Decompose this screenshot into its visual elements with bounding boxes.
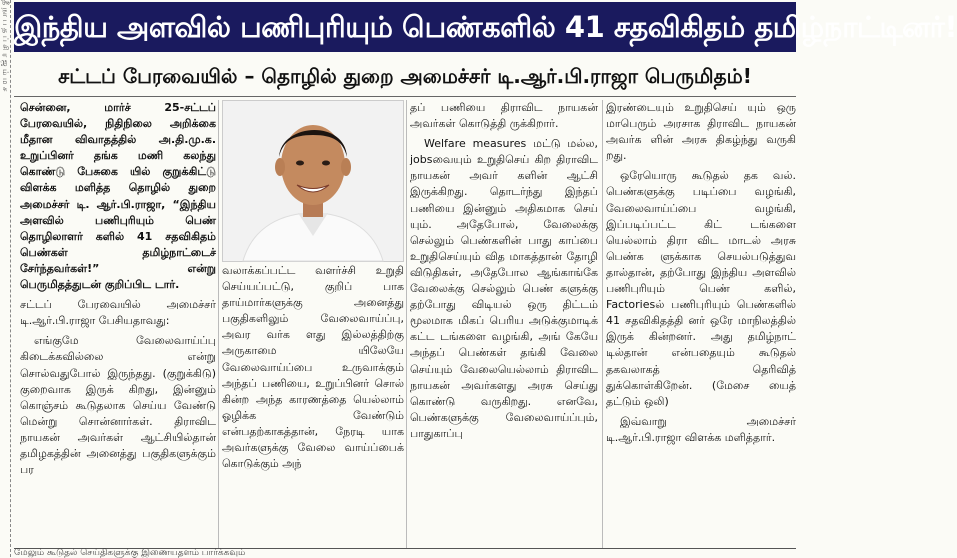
article-lead: சென்னை, மார்ச் 25-சட்டப் பேரவையில், நிதிநிலை அறிக்கை மீதான விவாதத்தில் அ.தி.மு.க. உறுப்பினர் தங்க மணி கலந்து கொண்டு பேசுகை யில் குறுக்கிட்டு விளக்க மளித்த தொழில் துறை அமைச்சர் டி. ஆர்.பி.ராஜா, “இந்திய அளவில் பணிபுரியும் பெண் தொழிலாளர் களில் 41 சதவிகிதம் பெண்கள் தமிழ்நாட்டைச் சேர்ந்தவர்கள்!” என்று பெருமிதத்துடன் குறிப்பிட டார். [20, 101, 216, 292]
subheadline: சட்டப் பேரவையில் – தொழில் துறை அமைச்சர் டி.ஆர்.பி.ராஜா பெருமிதம்! [58, 64, 752, 88]
article-paragraph: ஒரேயொரு கூடுதல் தக வல். பெண்களுக்கு படிப்பை வழங்கி, வேலைவாய்ப்பை வழங்கி, இப்படிப்பட்ட கிட் டங்களை யெல்லாம் திரா விட மாடல் அரசு பெண்க ளுக்காக செயல்படுத்துவ தால்தான், தற்போது இந்திய அளவில் பணிபுரியும் பெண் களில், Factoriesல் பணிபுரியும் பெண்களில் 41 சதவிகிதத்தி னர் ஒரே மாநிலத்தில் இருக் கின்றனர். அது தமிழ்நாட் டில்தான் என்பதையும் கூடுதல் தகவலாகத் தெரிவித் துக்கொள்கிறேன். (மேசை யைத் தட்டும் ஒலி) [606, 169, 796, 408]
article-paragraph: எங்குமே வேலைவாய்ப்பு கிடைக்கவில்லை என்று சொல்வதுபோல் இருந்தது. (குறுக்கிடு) குறைவாக இருக் கிறது, இன்னும் கொஞ்சம் கூடுதலாக செய்ய வேண்டு மென்று சொன்னார்கள். திராவிட நாயகன் அவர்கள் ஆட்சியில்தான் தமிழகத்தின் அனைத்து பகுதிகளுக்கும் பர [20, 334, 216, 477]
article-paragraph: தப் பணியை திராவிட நாயகன் அவர்கள் கொடுத்தி ருக்கிறார். [410, 101, 598, 131]
article-paragraph: சட்டப் பேரவையில் அமைச்சர் டி.ஆர்.பி.ராஜா பேசியதாவது: [20, 298, 216, 328]
article-column-4 [606, 100, 796, 550]
article-column-1 [20, 100, 216, 550]
divider [14, 96, 796, 97]
headline: இந்திய அளவில் பணிபுரியும் பெண்களில் 41 சதவிகிதம் தமிழ்நாட்டினர்! [14, 2, 796, 52]
article-column-3 [410, 100, 598, 550]
article-paragraph: இவ்வாறு அமைச்சர் டி.ஆர்.பி.ராஜா விளக்க மளித்தார். [606, 414, 796, 444]
page-margin-strip: தீ நா ப த ப் சி ர ஜ ம் ம ச [0, 0, 11, 557]
article-paragraph: இரண்டையும் உறுதிசெய் யும் ஒரு மாபெரும் அரசாக திராவிட நாயகன் அவர்க ளின் அரசு திகழ்ந்து வருகி றது. [606, 101, 796, 163]
article-paragraph: Welfare measures மட்டு மல்ல, jobsவையும் உறுதிசெய் கிற திராவிட நாயகன் அவர் களின் ஆட்சி இருக்கிறது. தொடர்ந்து இந்தப் பணியை இன்னும் அதிகமாக செய் யும். அதேபோல், வேலைக்கு செல்லும் பெண்களின் பாது காப்பை உறுதிசெய்யும் வித மாகத்தான் தோழி விடுதிகள், அதேபோல ஆங்காங்கே வேலைக்கு செல்லும் பெண் களுக்கு தற்போது விடியல் ஒரு திட்டம் மூலமாக மிகப் பெரிய அடுக்குமாடிக் கட்ட டங்களை வழங்கி, அங் கேயே அந்தப் பெண்கள் தங்கி வேலை செய்யும் வேலையெல்லாம் திராவிட நாயகன் அவர்களது அரசு செய்து கொண்டு வருகிறது. எனவே, பெண்களுக்கு வேலைவாய்ப்பும், பாதுகாப்பு [410, 137, 598, 440]
column-divider [406, 100, 407, 548]
next-article-strip: மேலும் கூடுதல் செய்திகளுக்கு இணையதளம் பார்க்கவும் [14, 548, 796, 558]
minister-photo [222, 100, 404, 262]
column-divider [602, 100, 603, 548]
article-paragraph: வலாக்கப்பட்ட வளர்ச்சி உறுதி செய்யப்பட்டு, குறிப் பாக தாய்மார்களுக்கு அனைத்து பகுதிகளிலும் வேலைவாய்ப்பு, அவர வர்க ளது இல்லத்திற்கு அருகாமை யிலேயே வேலைவாய்ப்பை உருவாக்கும் அந்தப் பணியை, உறுப்பினர் சொல் கின்ற அந்த காரணத்தை யெல்லாம் ஓழிக்க வேண்டும் என்பதற்காகத்தான், நேரடி யாக அவர்களுக்கு வேலை வாய்ப்பைக் கொடுக்கும் அந் [222, 264, 404, 471]
article-column-2 [222, 263, 404, 550]
portrait-illustration [223, 101, 403, 261]
column-divider [218, 100, 219, 548]
